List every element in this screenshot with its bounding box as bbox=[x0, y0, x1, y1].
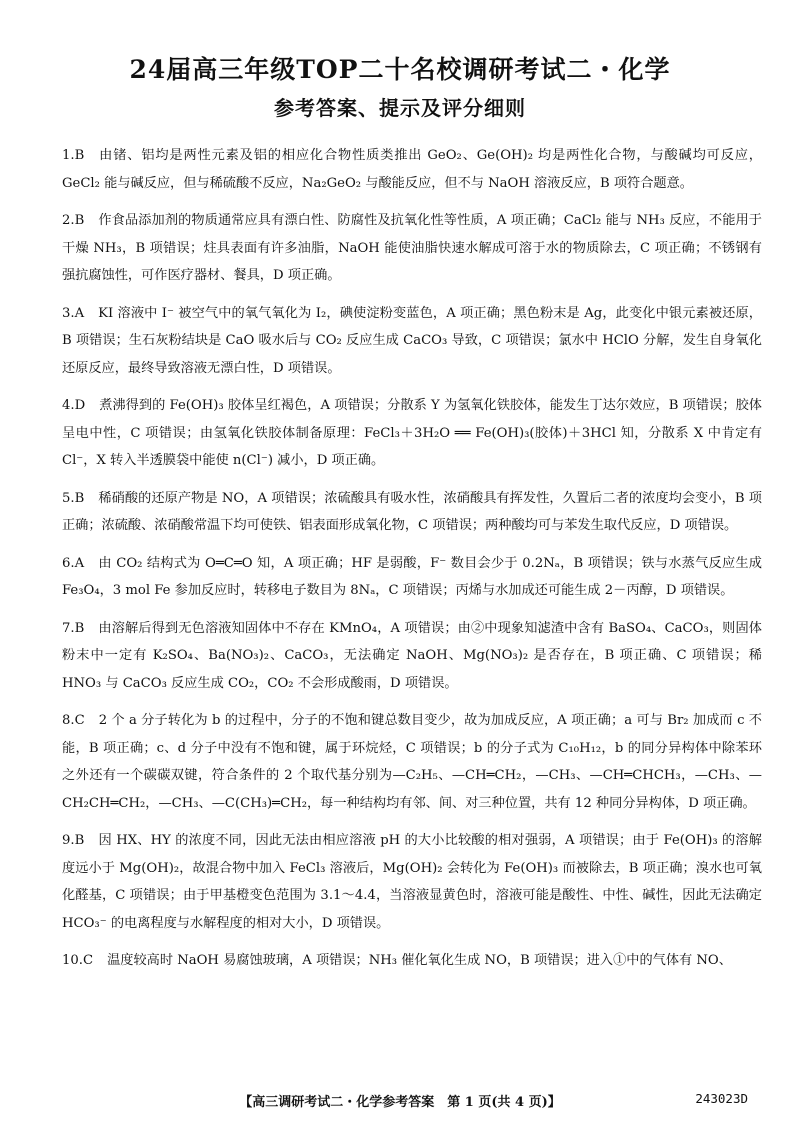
item-answer: C bbox=[74, 713, 85, 728]
item-explanation: 由锗、铝均是两性元素及铝的相应化合物性质类推出 GeO₂、Ge(OH)₂ 均是两性化合物，与酸碱均可反应，GeCl₂ 能与碱反应，但与稀硫酸不反应，Na₂GeO₂ 与酸能反应，但不与 NaOH 溶液反应，B 项符合题意。 bbox=[62, 148, 762, 191]
answer-item-3 bbox=[62, 300, 762, 383]
item-number: 4. bbox=[62, 398, 75, 413]
item-explanation: 煮沸得到的 Fe(OH)₃ 胶体呈红褐色，A 项错误；分散系 Y 为氢氧化铁胶体，能发生丁达尔效应，B 项错误；胶体呈电中性，C 项错误；由氢氧化铁胶体制备原理：FeCl₃＋3H₂O ══ Fe(OH)₃(胶体)＋3HCl 知，分散系 X 中肯定有 Cl⁻，X 转入半透膜袋中能使 n(Cl⁻) 减小，D 项正确。 bbox=[62, 398, 762, 468]
item-answer: A bbox=[74, 555, 85, 571]
item-explanation: KI 溶液中 I⁻ 被空气中的氧气氧化为 I₂，碘使淀粉变蓝色，A 项正确；黑色粉末是 Ag，此变化中银元素被还原，B 项错误；生石灰粉结块是 CaO 吸水后与 CO₂ 反应生成 CaCO₃ 导致，C 项错误；氯水中 HClO 分解，发生自身氧化还原反应，最终导致溶液无漂白性，D 项错误。 bbox=[62, 305, 762, 376]
item-number: 2. bbox=[62, 213, 75, 228]
answer-item-6 bbox=[62, 550, 762, 605]
footer-doc-code: 243023D bbox=[695, 1091, 748, 1106]
item-number: 9. bbox=[62, 833, 75, 848]
footer-page-info: 【高三调研考试二・化学参考答案 第 1 页(共 4 页)】 bbox=[239, 1095, 561, 1110]
item-answer: B bbox=[74, 620, 85, 636]
item-answer: D bbox=[74, 398, 86, 413]
answer-item-8 bbox=[62, 707, 762, 817]
answer-item-5 bbox=[62, 485, 762, 540]
answer-item-7 bbox=[62, 615, 762, 698]
item-answer: B bbox=[74, 148, 85, 163]
answer-list bbox=[62, 142, 762, 985]
item-explanation: 稀硝酸的还原产物是 NO，A 项错误；浓硫酸具有吸水性，浓硝酸具有挥发性，久置后二者的浓度均会变小，B 项正确；浓硫酸、浓硝酸常温下均可使铁、铝表面形成氧化物，C 项错误；两种酸均可与苯发生取代反应，D 项错误。 bbox=[62, 490, 762, 533]
page-title: 24届高三年级TOP二十名校调研考试二・化学 bbox=[129, 55, 671, 84]
answer-item-2 bbox=[62, 207, 762, 290]
item-answer: B bbox=[74, 833, 85, 848]
answer-item-10 bbox=[62, 947, 762, 975]
answer-item-9 bbox=[62, 827, 762, 937]
item-number: 3. bbox=[62, 305, 75, 321]
item-explanation: 由溶解后得到无色溶液知固体中不存在 KMnO₄，A 项错误；由②中现象知滤渣中含有 BaSO₄、CaCO₃，则固体粉末中一定有 K₂SO₄、Ba(NO₃)₂、CaCO₃，无法确定 NaOH、Mg(NO₃)₂ 是否存在，B 项正确、C 项错误；稀 HNO₃ 与 CaCO₃ 反应生成 CO₂，CO₂ 不会形成酸雨，D 项错误。 bbox=[62, 620, 762, 691]
item-number: 1. bbox=[62, 148, 75, 163]
item-number: 10. bbox=[62, 953, 83, 968]
item-number: 6. bbox=[62, 555, 75, 571]
item-explanation: 温度较高时 NaOH 易腐蚀玻璃，A 项错误；NH₃ 催化氧化生成 NO，B 项错误；进入①中的气体有 NO、 bbox=[107, 953, 732, 968]
item-explanation: 2 个 a 分子转化为 b 的过程中，分子的不饱和键总数目变少，故为加成反应，A 项正确；a 可与 Br₂ 加成而 c 不能，B 项正确；c、d 分子中没有不饱和键，属于环烷烃，C 项错误；b 的分子式为 C₁₀H₁₂，b 的同分异构体中除苯环之外还有一个碳碳双键，符合条件的 2 个取代基分别为—C₂H₅、—CH═CH₂，—CH₃、—CH═CHCH₃，—CH₃、—CH₂CH═CH₂，—CH₃、—C(CH₃)═CH₂，每一种结构均有邻、间、对三种位置，共有 12 种同分异构体，D 项正确。 bbox=[62, 713, 762, 811]
answer-item-1 bbox=[62, 142, 762, 197]
answer-item-4 bbox=[62, 392, 762, 475]
item-answer: B bbox=[74, 213, 85, 228]
item-answer: B bbox=[74, 490, 85, 506]
item-explanation: 作食品添加剂的物质通常应具有漂白性、防腐性及抗氧化性等性质，A 项正确；CaCl₂ 能与 NH₃ 反应，不能用于干燥 NH₃，B 项错误；炷具表面有许多油脂，NaOH 能使油脂快速水解成可溶于水的物质除去，C 项正确；不锈钢有强抗腐蚀性，可作医疗器材、餐具，D 项正确。 bbox=[62, 213, 762, 283]
item-answer: C bbox=[82, 953, 94, 968]
item-number: 5. bbox=[62, 490, 75, 506]
item-number: 7. bbox=[62, 620, 75, 636]
page-subtitle: 参考答案、提示及评分细则 bbox=[274, 96, 526, 120]
item-number: 8. bbox=[62, 713, 75, 728]
item-explanation: 因 HX、HY 的浓度不同，因此无法由相应溶液 pH 的大小比较酸的相对强弱，A 项错误；由于 Fe(OH)₃ 的溶解度远小于 Mg(OH)₂，故混合物中加入 FeCl₃ 溶液后，Mg(OH)₂ 会转化为 Fe(OH)₃ 而被除去，B 项正确；溴水也可氧化醛基，C 项错误；由于甲基橙变色范围为 3.1～4.4，当溶液显黄色时，溶液可能是酸性、中性、碱性，因此无法确定 HCO₃⁻ 的电离程度与水解程度的相对大小，D 项错误。 bbox=[62, 833, 762, 931]
item-answer: A bbox=[74, 305, 85, 321]
item-explanation: 由 CO₂ 结构式为 O═C═O 知，A 项正确；HF 是弱酸，F⁻ 数目会少于 0.2Nₐ，B 项错误；铁与水蒸气反应生成 Fe₃O₄，3 mol Fe 参加反应时，转移电子数目为 8Nₐ，C 项错误；丙烯与水加成还可能生成 2－丙醇，D 项错误。 bbox=[62, 555, 762, 598]
